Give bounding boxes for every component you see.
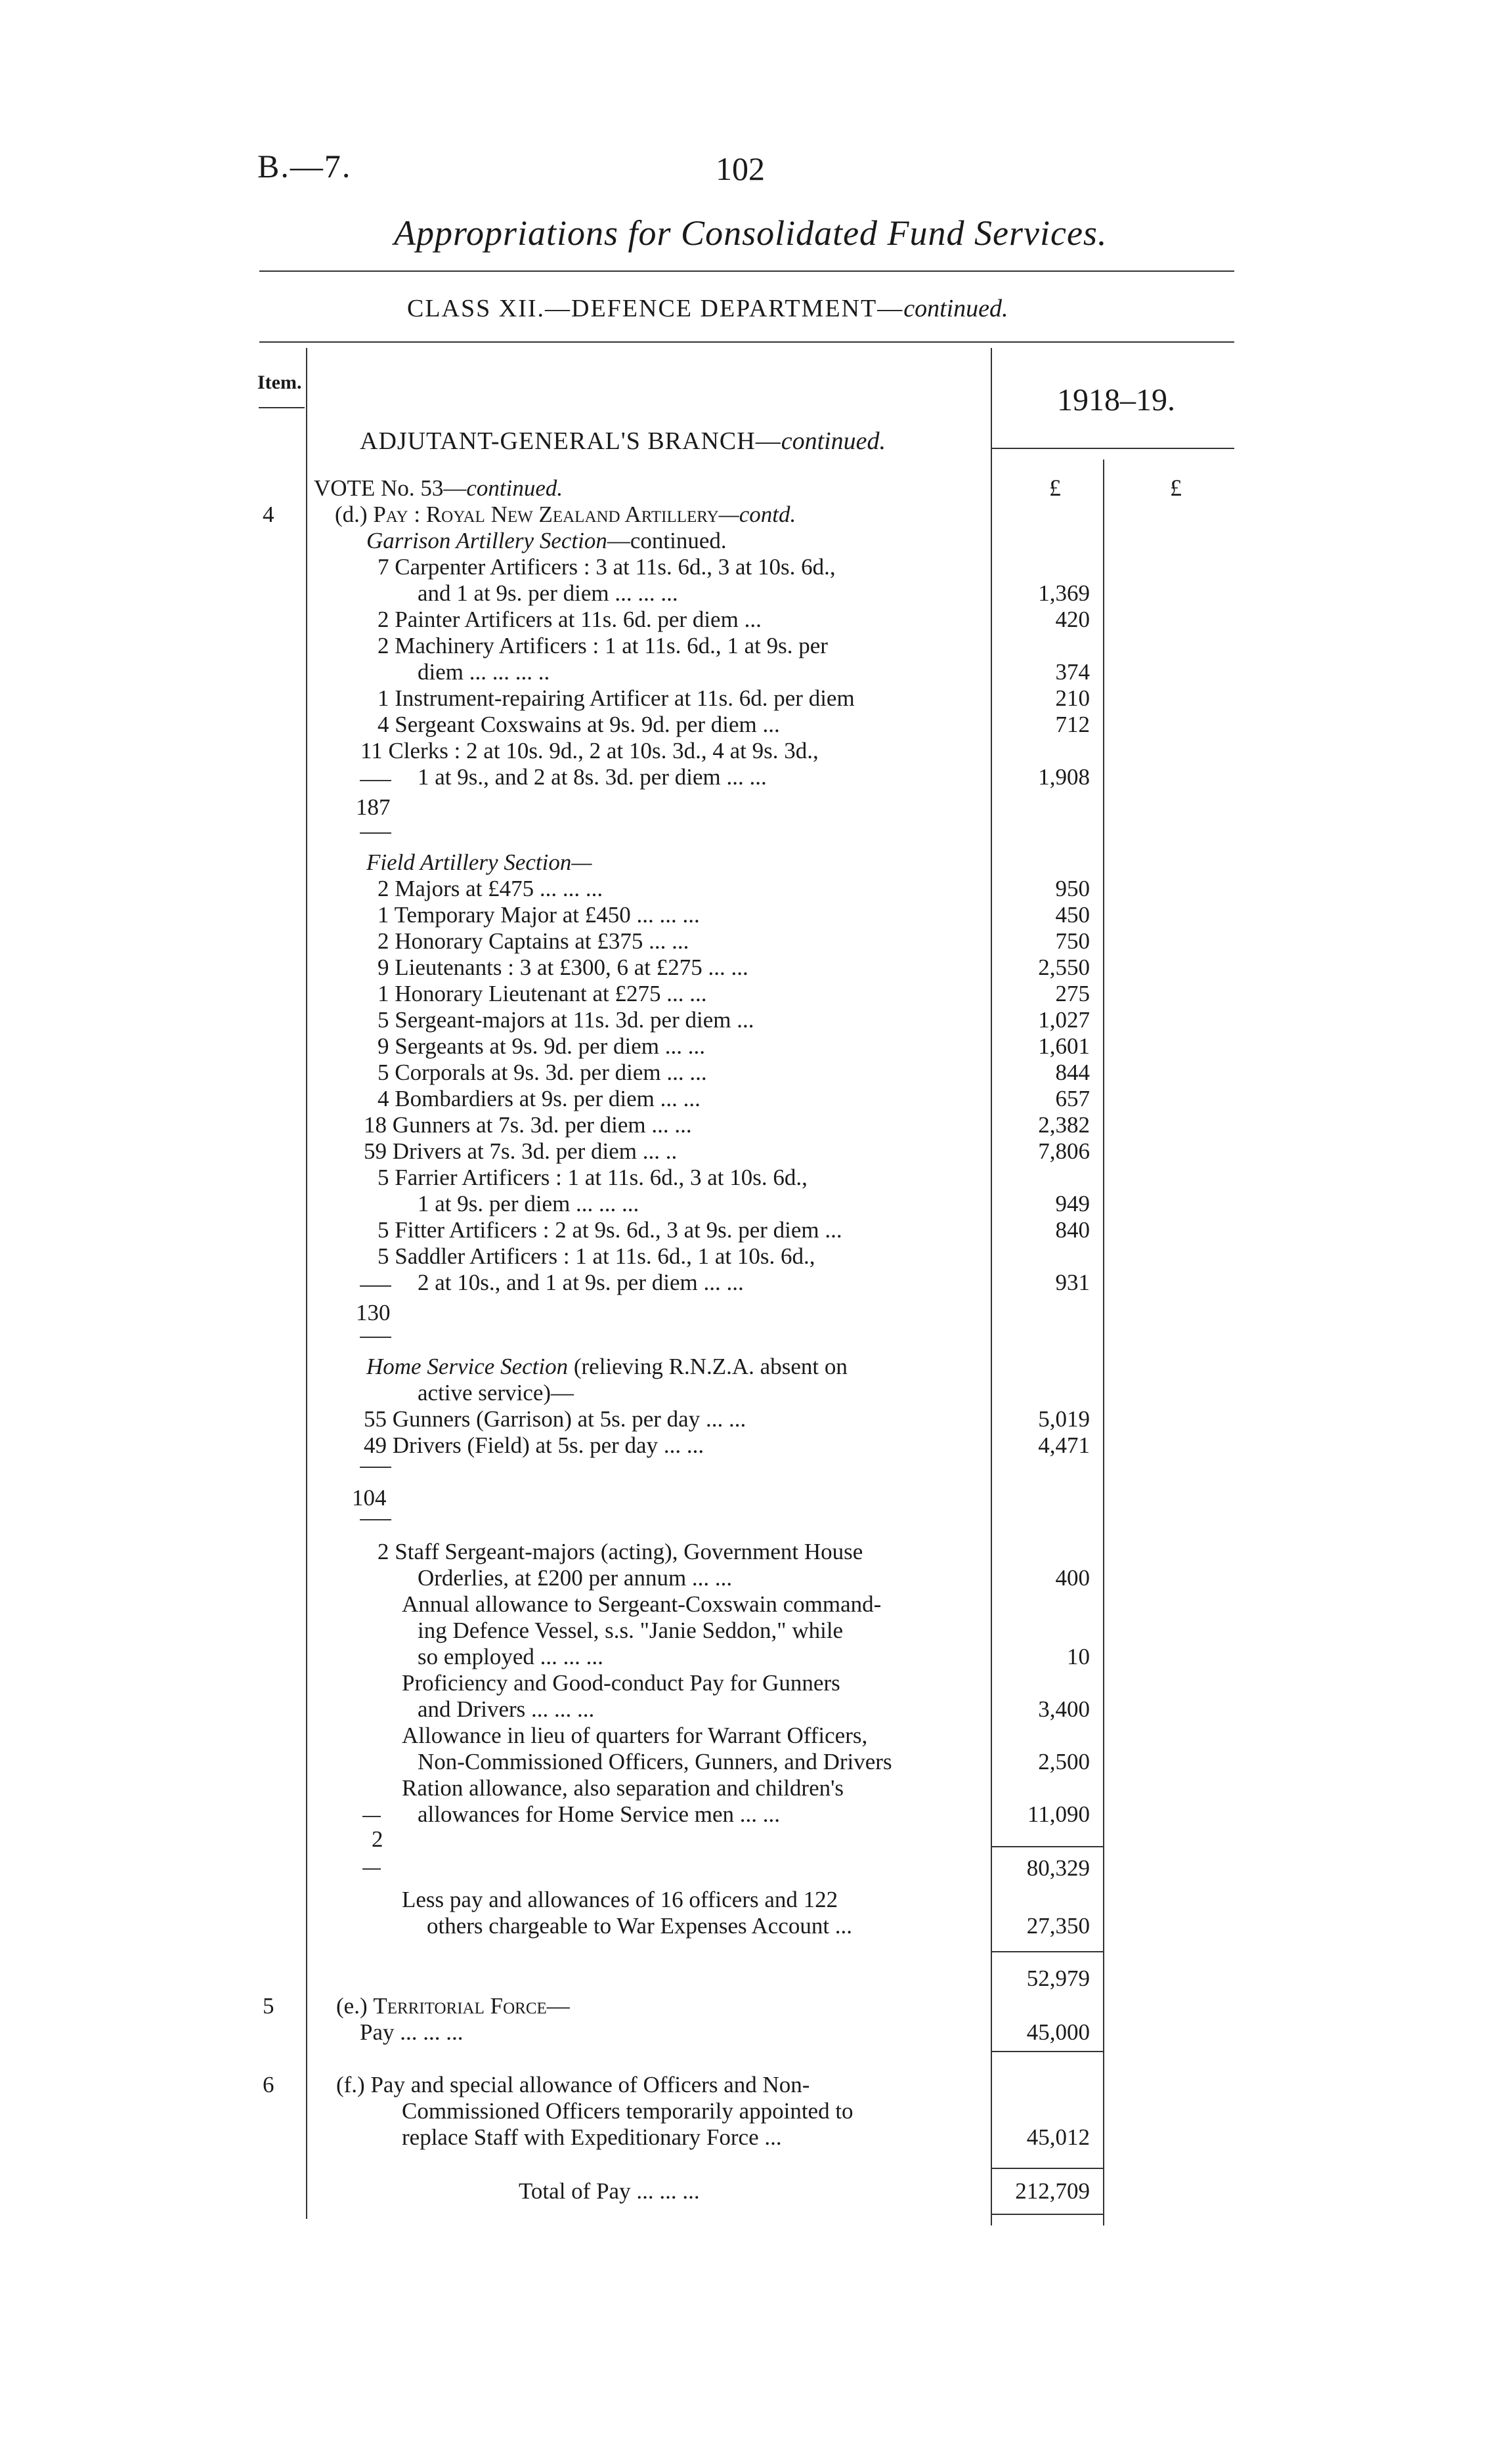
- year-heading: 1918–19.: [1057, 383, 1175, 418]
- amount: 1,027: [1038, 1007, 1090, 1033]
- class-cont: continued.: [903, 295, 1008, 322]
- section-d-letter: (d.): [335, 502, 374, 527]
- row-label: Commissioned Officers temporarily appointed to: [402, 2098, 853, 2124]
- amount: 657: [1055, 1086, 1090, 1111]
- row-label: 18 Gunners at 7s. 3d. per diem ... ...: [364, 1112, 692, 1138]
- less-line-2: others chargeable to War Expenses Account ...: [427, 1913, 853, 1939]
- row-label: 4 Bombardiers at 9s. per diem ... ...: [378, 1086, 701, 1111]
- total-label: Total of Pay ... ... ...: [519, 2178, 700, 2204]
- divider: [259, 407, 305, 408]
- pound-sign: £: [1170, 475, 1182, 501]
- amount-column-rule: [1103, 460, 1104, 2225]
- row-label: Proficiency and Good-conduct Pay for Gunners: [402, 1670, 840, 1696]
- divider: [360, 1519, 391, 1520]
- row-label: 5 Fitter Artificers : 2 at 9s. 6d., 3 at 9s. per diem ...: [378, 1217, 842, 1243]
- row-label: diem ... ... ... ..: [418, 659, 550, 685]
- row-label: Orderlies, at £200 per annum ... ...: [418, 1565, 733, 1591]
- item-column-rule: [306, 348, 307, 2219]
- row-label: Ration allowance, also separation and children's: [402, 1775, 844, 1801]
- amount: 840: [1055, 1217, 1090, 1243]
- row-label: (f.) Pay and special allowance of Officers and Non-: [336, 2072, 810, 2097]
- amount: 750: [1055, 928, 1090, 954]
- amount: 450: [1055, 902, 1090, 928]
- item-column-label: Item.: [257, 372, 302, 393]
- section-d-cont: —contd.: [718, 502, 796, 527]
- row-label: 2 Honorary Captains at £375 ... ...: [378, 928, 689, 954]
- amount: 7,806: [1038, 1138, 1090, 1164]
- divider: [360, 1285, 391, 1287]
- row-label: ing Defence Vessel, s.s. "Janie Seddon," while: [418, 1618, 844, 1643]
- section-count: 130: [356, 1300, 391, 1325]
- home-desc: (relieving R.N.Z.A. absent on: [568, 1354, 848, 1379]
- divider: [360, 1467, 391, 1468]
- amount: 712: [1055, 712, 1090, 737]
- page-number: 102: [716, 150, 765, 187]
- divider: [991, 2214, 1103, 2215]
- row-label: 2 Machinery Artificers : 1 at 11s. 6d., 1 at 9s. per: [378, 633, 828, 658]
- amount: 420: [1055, 607, 1090, 632]
- field-heading: Field Artillery Section—: [366, 849, 592, 875]
- home-heading-cont: active service)—: [418, 1380, 574, 1406]
- divider: [360, 1337, 391, 1338]
- row-label: 55 Gunners (Garrison) at 5s. per day ... ...: [364, 1406, 746, 1432]
- divider: [991, 1846, 1103, 1847]
- row-label: 9 Sergeants at 9s. 9d. per diem ... ...: [378, 1033, 705, 1059]
- branch-heading: [360, 427, 886, 456]
- pound-sign: £: [1049, 475, 1061, 501]
- row-label: and 1 at 9s. per diem ... ... ...: [418, 580, 678, 606]
- amount: 2,500: [1038, 1749, 1090, 1774]
- row-label: 11 Clerks : 2 at 10s. 9d., 2 at 10s. 3d., 4 at 9s. 3d.,: [360, 738, 819, 763]
- row-label: 2 at 10s., and 1 at 9s. per diem ... ...: [418, 1270, 744, 1295]
- amount: 45,012: [1026, 2124, 1090, 2150]
- section-count: 104: [352, 1485, 387, 1511]
- row-label: Pay ... ... ...: [360, 2019, 464, 2045]
- row-label: 1 at 9s. per diem ... ... ...: [418, 1191, 639, 1216]
- amount: 931: [1055, 1270, 1090, 1295]
- section-d-heading: [335, 502, 796, 528]
- section-e-title: Territorial Force: [373, 1993, 547, 2019]
- row-label: 1 Honorary Lieutenant at £275 ... ...: [378, 981, 707, 1006]
- divider: [991, 2168, 1103, 2169]
- amount: 275: [1055, 981, 1090, 1006]
- row-label: allowances for Home Service men ... ...: [418, 1801, 781, 1827]
- amount: 4,471: [1038, 1432, 1090, 1458]
- amount: 10: [1067, 1644, 1090, 1669]
- item-number: 6: [263, 2072, 274, 2097]
- branch-name: ADJUTANT-GENERAL'S BRANCH—: [360, 427, 781, 455]
- amount: 844: [1055, 1060, 1090, 1085]
- garrison-heading: [366, 528, 727, 554]
- section-count: 187: [356, 794, 391, 820]
- amount: 210: [1055, 685, 1090, 711]
- item-number: 5: [263, 1993, 274, 2019]
- total-amount: 212,709: [1015, 2178, 1090, 2204]
- amount: 11,090: [1027, 1801, 1090, 1827]
- class-line: CLASS XII.—DEFENCE DEPARTMENT—: [407, 295, 904, 322]
- section-d-title: Pay : Royal New Zealand Artillery: [373, 502, 719, 527]
- vote-number: VOTE No. 53—: [314, 475, 467, 501]
- row-label: 2 Staff Sergeant-majors (acting), Government House: [378, 1539, 863, 1564]
- amount: 2,550: [1038, 955, 1090, 980]
- row-label: 2 Majors at £475 ... ... ...: [378, 876, 603, 901]
- amount: 45,000: [1026, 2019, 1090, 2045]
- row-label: 5 Saddler Artificers : 1 at 11s. 6d., 1 at 10s. 6d.,: [378, 1243, 815, 1269]
- amount: 5,019: [1038, 1406, 1090, 1432]
- garrison-title: Garrison Artillery Section: [366, 528, 607, 553]
- row-label: replace Staff with Expeditionary Force ...: [402, 2124, 782, 2150]
- amount: 1,369: [1038, 580, 1090, 606]
- home-title: Home Service Section: [366, 1354, 569, 1379]
- divider: [360, 780, 391, 781]
- net-amount: 52,979: [1026, 1966, 1090, 1991]
- branch-cont: continued.: [781, 427, 886, 455]
- divider: [362, 1816, 381, 1817]
- row-label: Annual allowance to Sergeant-Coxswain command-: [402, 1591, 882, 1617]
- divider: [360, 832, 391, 834]
- section-e-heading: [336, 1993, 570, 2019]
- amount-column: [985, 0, 1090, 2450]
- vote-line: [314, 475, 563, 502]
- row-label: 1 Temporary Major at £450 ... ... ...: [378, 902, 700, 928]
- amount: 27,350: [1026, 1913, 1090, 1939]
- amount: 949: [1055, 1191, 1090, 1216]
- section-e-dash: —: [546, 1993, 570, 2019]
- vote-cont: continued.: [466, 475, 563, 501]
- row-label: 1 at 9s., and 2 at 8s. 3d. per diem ... ...: [418, 764, 767, 790]
- amount: 950: [1055, 876, 1090, 901]
- document-ref: B.—7.: [257, 148, 352, 184]
- row-label: 2 Painter Artificers at 11s. 6d. per diem ...: [378, 607, 762, 632]
- row-label: 5 Sergeant-majors at 11s. 3d. per diem ...: [378, 1007, 754, 1033]
- home-heading: [366, 1354, 848, 1380]
- garrison-cont: —continued.: [607, 528, 727, 553]
- row-label: so employed ... ... ...: [418, 1644, 603, 1669]
- row-label: and Drivers ... ... ...: [418, 1696, 595, 1722]
- amount: 3,400: [1038, 1696, 1090, 1722]
- row-label: 49 Drivers (Field) at 5s. per day ... ...: [364, 1432, 704, 1458]
- row-label: Non-Commissioned Officers, Gunners, and Drivers: [418, 1749, 892, 1774]
- row-label: 59 Drivers at 7s. 3d. per diem ... ..: [364, 1138, 678, 1164]
- section-count: 2: [372, 1826, 383, 1852]
- row-label: 4 Sergeant Coxswains at 9s. 9d. per diem ...: [378, 712, 780, 737]
- amount: 1,601: [1038, 1033, 1090, 1059]
- row-label: 7 Carpenter Artificers : 3 at 11s. 6d., 3 at 10s. 6d.,: [378, 554, 836, 580]
- divider: [362, 1868, 381, 1870]
- amount: 2,382: [1038, 1112, 1090, 1138]
- row-label: 5 Corporals at 9s. 3d. per diem ... ...: [378, 1060, 707, 1085]
- item-number: 4: [263, 502, 274, 527]
- page-title: Appropriations for Consolidated Fund Services.: [394, 213, 1108, 253]
- less-line-1: Less pay and allowances of 16 officers and 122: [402, 1887, 838, 1912]
- subtotal: 80,329: [1026, 1855, 1090, 1881]
- amount: 400: [1055, 1565, 1090, 1591]
- amount: 374: [1055, 659, 1090, 685]
- row-label: Allowance in lieu of quarters for Warrant Officers,: [402, 1723, 868, 1748]
- divider: [991, 1951, 1103, 1952]
- row-label: 1 Instrument-repairing Artificer at 11s. 6d. per diem: [378, 685, 855, 711]
- class-heading: [407, 294, 1008, 323]
- row-label: 9 Lieutenants : 3 at £300, 6 at £275 ... ...: [378, 955, 748, 980]
- amount: 1,908: [1038, 764, 1090, 790]
- row-label: 5 Farrier Artificers : 1 at 11s. 6d., 3 at 10s. 6d.,: [378, 1165, 808, 1190]
- section-e-letter: (e.): [336, 1993, 374, 2019]
- divider: [991, 2051, 1103, 2052]
